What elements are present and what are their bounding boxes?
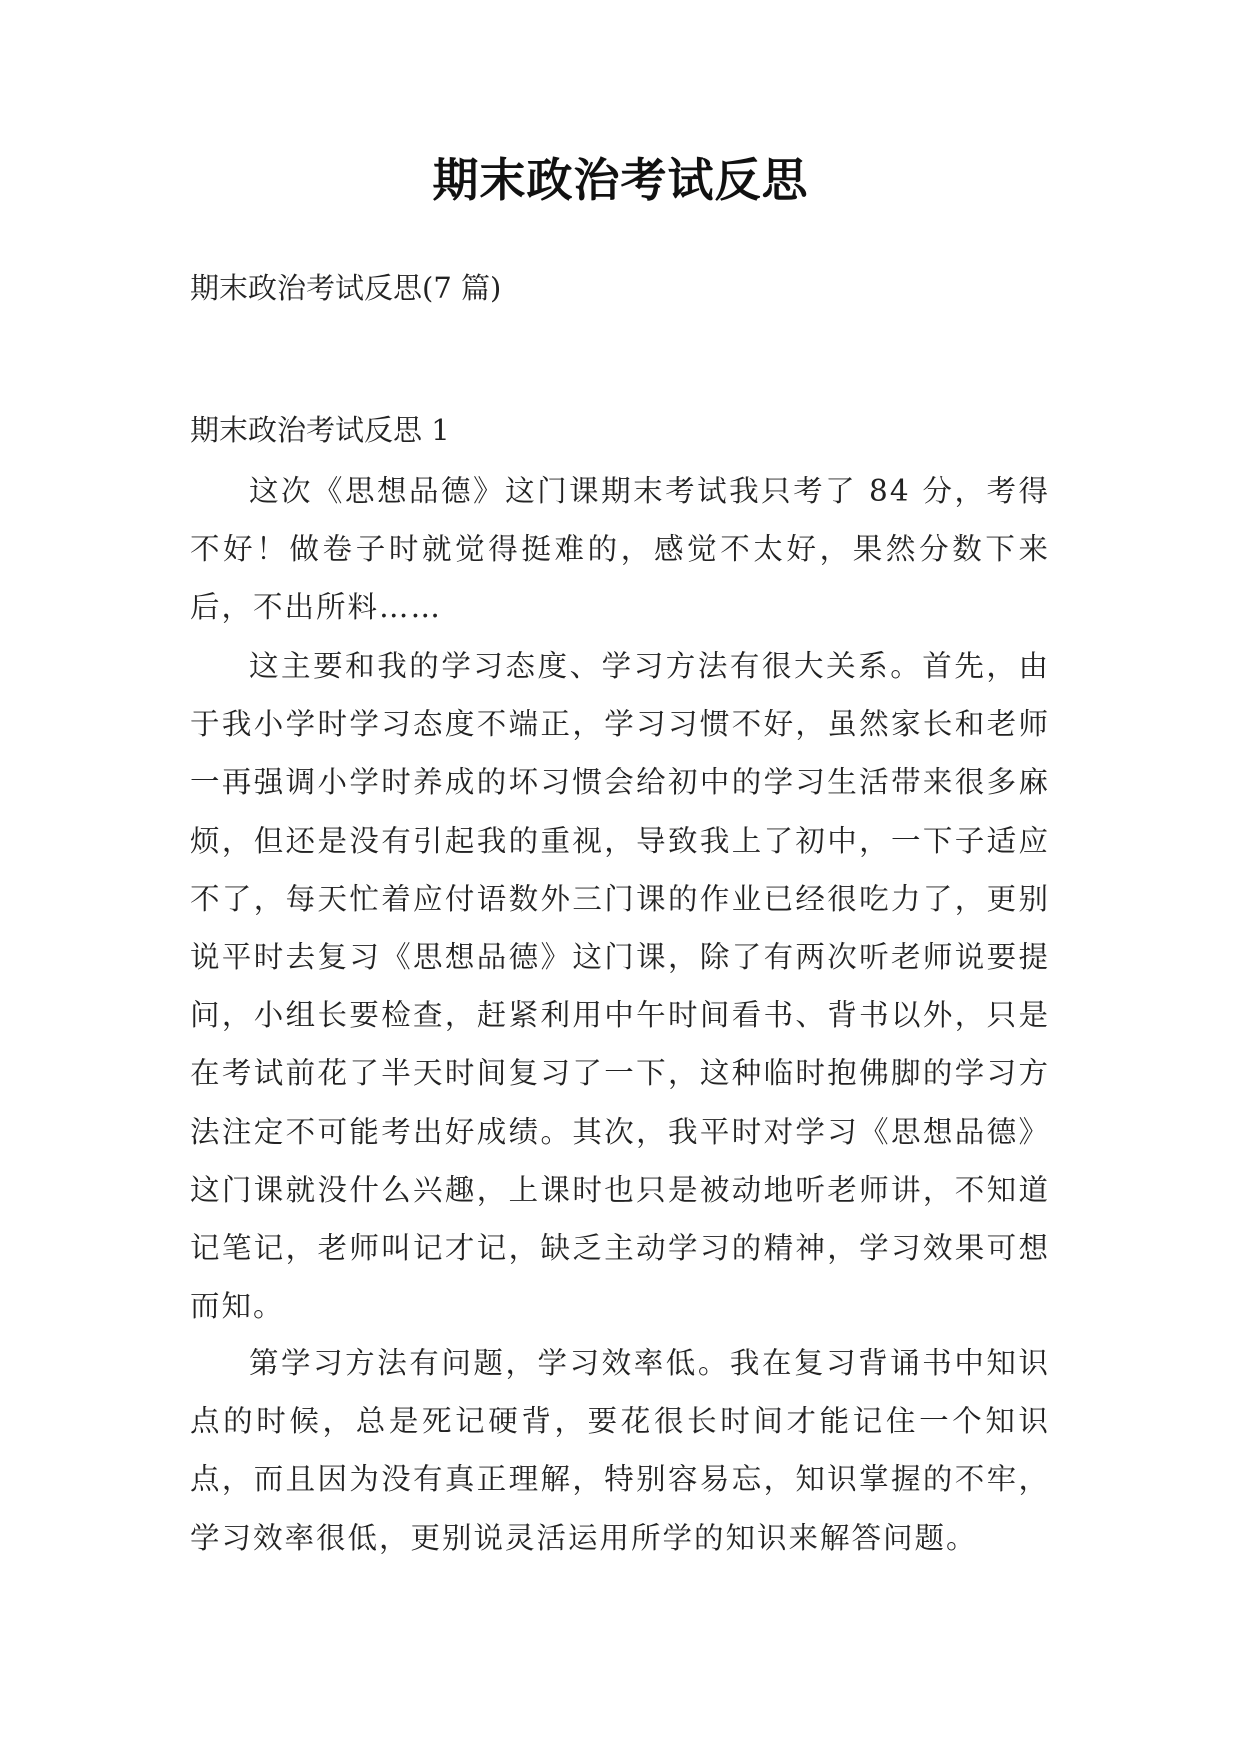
paragraph-2	[190, 637, 1050, 1335]
paragraph-1	[190, 462, 1050, 637]
paragraph-text: 第学习方法有问题，学习效率低。我在复习背诵书中知识点的时候，总是死记硬背，要花很长时间才能记住一个知识点，而且因为没有真正理解，特别容易忘，知识掌握的不牢，学习效率很低，更别说灵活运用所学的知识来解答问题。	[190, 1346, 1050, 1555]
paragraph-text: 这主要和我的学习态度、学习方法有很大关系。首先，由于我小学时学习态度不端正，学习习惯不好，虽然家长和老师一再强调小学时养成的坏习惯会给初中的学习生活带来很多麻烦，但还是没有引起我的重视，导致我上了初中，一下子适应不了，每天忙着应付语数外三门课的作业已经很吃力了，更别说平时去复习《思想品德》这门课，除了有两次听老师说要提问，小组长要检查，赶紧利用中午时间看书、背书以外，只是在考试前花了半天时间复习了一下，这种临时抱佛脚的学习方法注定不可能考出好成绩。其次，我平时对学习《思想品德》这门课就没什么兴趣，上课时也只是被动地听老师讲，不知道记笔记，老师叫记才记，缺乏主动学习的精神，学习效果可想而知。	[190, 649, 1050, 1324]
paragraph-text: 这次《思想品德》这门课期末考试我只考了 84 分，考得不好！做卷子时就觉得挺难的，感觉不太好，果然分数下来后，不出所料……	[190, 474, 1050, 625]
paragraph-3	[190, 1334, 1050, 1567]
document-title: 期末政治考试反思	[432, 153, 809, 207]
document-subtitle: 期末政治考试反思(7 篇)	[190, 271, 502, 305]
section-heading: 期末政治考试反思 1	[190, 413, 450, 447]
